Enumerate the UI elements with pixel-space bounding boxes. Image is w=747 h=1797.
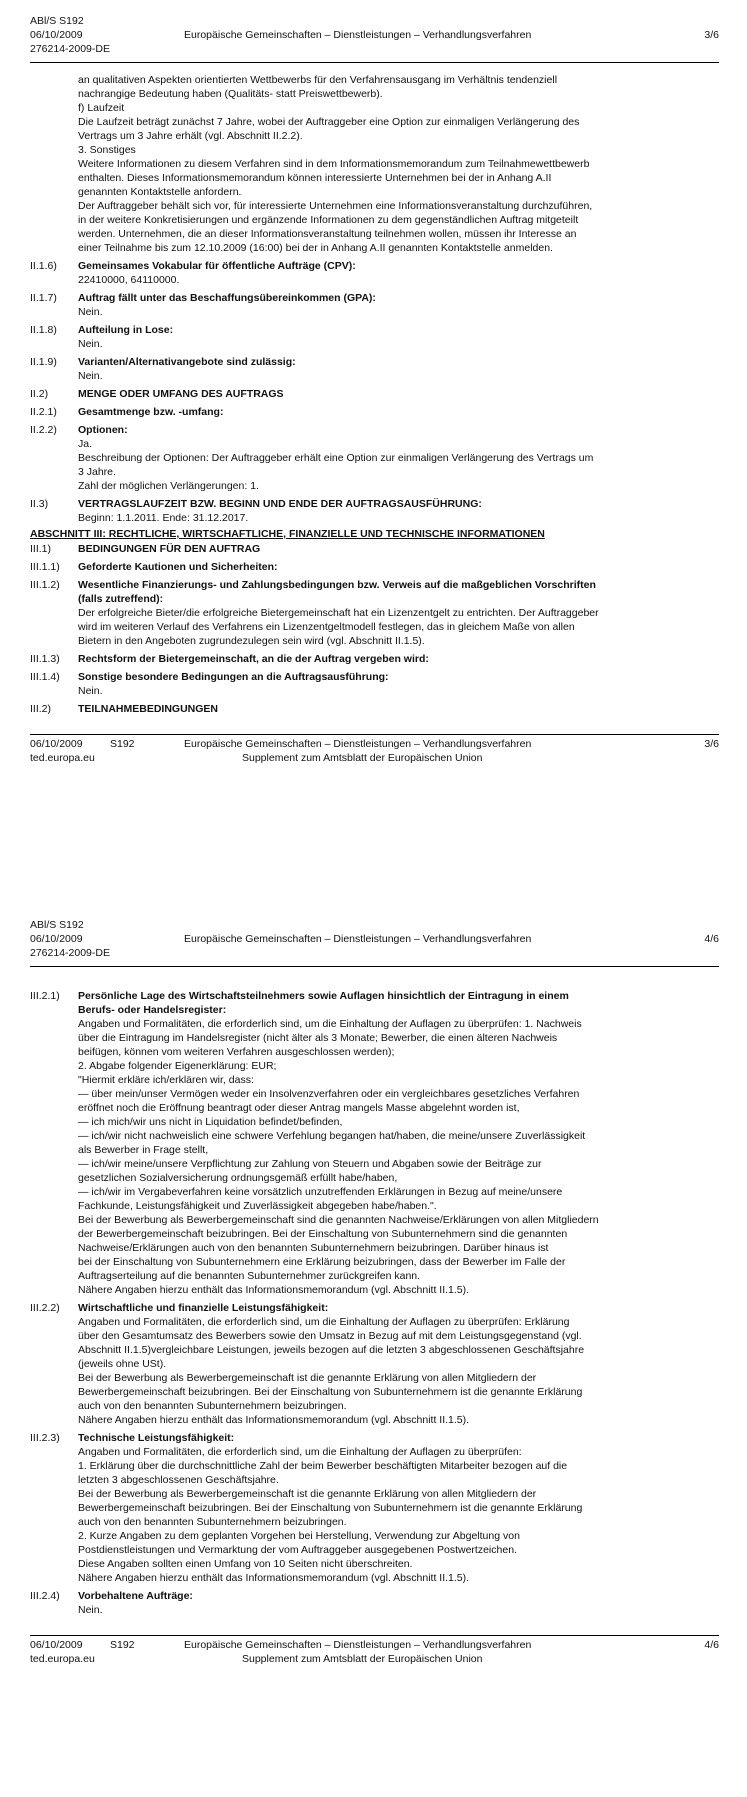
section-number: III.2.3) (30, 1432, 60, 1444)
section-ii-2-2 (30, 423, 719, 493)
section-number: III.2.2) (30, 1302, 60, 1314)
section-number: II.1.9) (30, 356, 57, 368)
text-line: Nachweise/Erklärungen auch von den benannten Subunternehmern beizubringen. Darüber hinaus ist (78, 1242, 549, 1254)
section-number: III.1.3) (30, 653, 60, 665)
text-line: (jeweils ohne USt). (78, 1358, 167, 1370)
footer-subtitle: Supplement zum Amtsblatt der Europäischen Union (242, 1653, 483, 1665)
text-line: auch von den benannten Subunternehmern beizubringen. (78, 1400, 347, 1412)
section-number: II.3) (30, 498, 49, 510)
text-line: über die Eintragung im Handelsregister (nicht älter als 3 Monate; Bewerber, die einen älteren Nachweis (78, 1032, 558, 1044)
section-title: Wirtschaftliche und finanzielle Leistungsfähigkeit: (78, 1302, 329, 1314)
text-line: Beschreibung der Optionen: Der Auftraggeber erhält eine Option zur einmaligen Verlängerung des Vertrags um (78, 452, 594, 464)
text-line: 2. Abgabe folgender Eigenerklärung: EUR; (78, 1060, 277, 1072)
section-number: II.2.1) (30, 406, 57, 418)
header-id: 276214-2009-DE (30, 947, 110, 959)
abschnitt-heading: ABSCHNITT III: RECHTLICHE, WIRTSCHAFTLICHE, FINANZIELLE UND TECHNISCHE INFORMATIONEN (30, 528, 545, 540)
section-number: III.2.4) (30, 1590, 60, 1602)
section-text: Nein. (78, 1604, 103, 1616)
page-footer (30, 734, 719, 769)
text-line: 2. Kurze Angaben zu dem geplanten Vorgehen bei Herstellung, Verwendung zur Abgeltung von (78, 1530, 520, 1542)
section-iii-1-2 (30, 578, 719, 648)
section-number: II.1.8) (30, 324, 57, 336)
text-line: einer Teilnahme bis zum 12.10.2009 (16:00) bei der in Anhang A.II genannten Kontaktstelle anmelden. (78, 242, 553, 254)
text-line: Auftragserteilung auf die benannten Subunternehmer zurückgreifen kann. (78, 1270, 421, 1282)
section-number: III.1.1) (30, 561, 60, 573)
section-number: II.2.2) (30, 424, 57, 436)
intro-text (30, 73, 719, 255)
footer-link[interactable]: ted.europa.eu (30, 752, 95, 764)
section-number: II.1.6) (30, 260, 57, 272)
text-line: Bei der Bewerbung als Bewerbergemeinschaft sind die genannten Nachweise/Erklärungen von allen Mitgliedern (78, 1214, 599, 1226)
text-line: Bei der Bewerbung als Bewerbergemeinschaft ist die genannte Erklärung von allen Mitgliedern der (78, 1372, 537, 1384)
text-line: bei der Einschaltung von Subunternehmern eine Erklärung beizubringen, dass der Bewerber im Falle der (78, 1256, 566, 1268)
section-text: Nein. (78, 306, 103, 318)
section-title: (falls zutreffend): (78, 593, 164, 605)
text-line: an qualitativen Aspekten orientierten Wettbewerbs für den Verfahrensausgang im Verhältnis tendenziell (78, 74, 558, 86)
text-line: f) Laufzeit (78, 102, 125, 114)
section-ii-1-7 (30, 291, 719, 319)
document-page-4 (0, 918, 747, 1670)
section-text: Nein. (78, 338, 103, 350)
section-title: Gemeinsames Vokabular für öffentliche Aufträge (CPV): (78, 260, 356, 272)
text-line: "Hiermit erkläre ich/erklären wir, dass: (78, 1074, 254, 1086)
section-number: II.1.7) (30, 292, 57, 304)
section-title: Rechtsform der Bietergemeinschaft, an die der Auftrag vergeben wird: (78, 653, 429, 665)
section-ii-1-8 (30, 323, 719, 351)
text-line: enthalten. Dieses Informationsmemorandum können interessierte Unternehmen bei der in Anhang A.II (78, 172, 552, 184)
footer-subtitle: Supplement zum Amtsblatt der Europäischen Union (242, 752, 483, 764)
page-body (30, 989, 719, 1617)
text-line: auch von den benannten Subunternehmern beizubringen. (78, 1516, 347, 1528)
text-line: 3 Jahre. (78, 466, 116, 478)
section-number: III.2.1) (30, 990, 60, 1002)
section-ii-1-6 (30, 259, 719, 287)
section-ii-1-9 (30, 355, 719, 383)
section-ii-2-1 (30, 405, 719, 419)
text-line: nachrangige Bedeutung haben (Qualitäts- statt Preiswettbewerb). (78, 88, 383, 100)
text-line: — ich mich/wir uns nicht in Liquidation befindet/befinden, (78, 1116, 343, 1128)
section-number: III.1.2) (30, 579, 60, 591)
section-text: 22410000, 64110000. (78, 274, 180, 286)
section-iii-1-4 (30, 670, 719, 698)
text-line: in der weitere Konkretisierungen und ergänzende Informationen zu dem gegenständlichen Auftrag mitgeteilt (78, 214, 579, 226)
footer-page-number: 4/6 (704, 1639, 719, 1651)
header-date: 06/10/2009 (30, 29, 83, 41)
text-line: Angaben und Formalitäten, die erforderlich sind, um die Einhaltung der Auflagen zu überprüfen: (78, 1446, 522, 1458)
page-footer (30, 1635, 719, 1670)
text-line: Vertrags um 3 Jahre erhält (vgl. Abschnitt II.2.2). (78, 130, 303, 142)
text-line: gesetzlichen Sozialversicherung ordnungsgemäß erfüllt habe/haben, (78, 1172, 398, 1184)
header-ref: ABl/S S192 (30, 919, 84, 931)
section-title: Optionen: (78, 424, 128, 436)
text-line: Der erfolgreiche Bieter/die erfolgreiche Bietergemeinschaft hat ein Lizenzentgelt zu entrichten. Der Auftraggeber (78, 607, 599, 619)
section-ii-2 (30, 387, 719, 401)
footer-date: 06/10/2009 (30, 738, 83, 750)
text-line: — ich/wir meine/unsere Verpflichtung zur Zahlung von Steuern und Abgaben sowie der Beiträge zur (78, 1158, 542, 1170)
text-line: genannten Kontaktstelle anfordern. (78, 186, 242, 198)
text-line: Diese Angaben sollten einen Umfang von 10 Seiten nicht überschreiten. (78, 1558, 413, 1570)
section-title: Vorbehaltene Aufträge: (78, 1590, 193, 1602)
page-body (30, 73, 719, 716)
text-line: wird im weiteren Verlauf des Verfahrens ein Lizenzentgeltmodell festlegen, das in gleichem Maße von allen (78, 621, 575, 633)
text-line: Postdienstleistungen und Vermarktung der vom Auftraggeber ausgegebenen Postwertzeichen. (78, 1544, 517, 1556)
section-iii-2-3 (30, 1431, 719, 1585)
text-line: Bewerbergemeinschaft beizubringen. Bei der Einschaltung von Subunternehmern ist die genannte Erklärung (78, 1386, 583, 1398)
section-title: Berufs- oder Handelsregister: (78, 1004, 227, 1016)
text-line: Nähere Angaben hierzu enthält das Informationsmemorandum (vgl. Abschnitt II.1.5). (78, 1572, 470, 1584)
page-header (30, 14, 719, 63)
section-title: Gesamtmenge bzw. -umfang: (78, 406, 224, 418)
text-line: Ja. (78, 438, 93, 450)
text-line: Bietern in den Angeboten zugrundezulegen sein wird (vgl. Abschnitt II.1.5). (78, 635, 425, 647)
text-line: Abschnitt II.1.5)vergleichbare Leistungen, jeweils bezogen auf die letzten 3 abgeschlossenen Geschäftsjahre (78, 1344, 585, 1356)
text-line: — ich/wir nicht nachweislich eine schwere Verfehlung begangen hat/haben, die meine/unsere Zuverlässigkeit (78, 1130, 586, 1142)
text-line: Zahl der möglichen Verlängerungen: 1. (78, 480, 259, 492)
section-title: Sonstige besondere Bedingungen an die Auftragsausführung: (78, 671, 389, 683)
text-line: — über mein/unser Vermögen weder ein Insolvenzverfahren oder ein vergleichbares gesetzliches Verfahren (78, 1088, 580, 1100)
text-line: Angaben und Formalitäten, die erforderlich sind, um die Einhaltung der Auflagen zu überprüfen: Erklärung (78, 1316, 570, 1328)
text-line: Angaben und Formalitäten, die erforderlich sind, um die Einhaltung der Auflagen zu überprüfen: 1. Nachweis (78, 1018, 582, 1030)
section-title: TEILNAHMEBEDINGUNGEN (78, 703, 219, 715)
section-iii-1-1 (30, 560, 719, 574)
text-line: Der Auftraggeber behält sich vor, für interessierte Unternehmen eine Informationsveranstaltung durchzuführen, (78, 200, 593, 212)
footer-title: Europäische Gemeinschaften – Dienstleistungen – Verhandlungsverfahren (184, 1639, 532, 1651)
text-line: Bei der Bewerbung als Bewerbergemeinschaft ist die genannte Erklärung von allen Mitgliedern der (78, 1488, 537, 1500)
section-number: II.2) (30, 388, 49, 400)
section-iii-1 (30, 542, 719, 556)
footer-series: S192 (110, 738, 135, 750)
footer-page-number: 3/6 (704, 738, 719, 750)
section-title: Aufteilung in Lose: (78, 324, 174, 336)
header-page-number: 4/6 (704, 933, 719, 945)
header-ref: ABl/S S192 (30, 15, 84, 27)
section-title: Persönliche Lage des Wirtschaftsteilnehmers sowie Auflagen hinsichtlich der Eintragung in einem (78, 990, 569, 1002)
section-iii-1-3 (30, 652, 719, 666)
section-title: Varianten/Alternativangebote sind zulässig: (78, 356, 296, 368)
text-line: Nähere Angaben hierzu enthält das Informationsmemorandum (vgl. Abschnitt II.1.5). (78, 1284, 470, 1296)
text-line: der Bewerbergemeinschaft beizubringen. Bei der Einschaltung von Subunternehmern sind die genannten (78, 1228, 568, 1240)
header-id: 276214-2009-DE (30, 43, 110, 55)
header-title: Europäische Gemeinschaften – Dienstleistungen – Verhandlungsverfahren (184, 29, 532, 41)
text-line: Weitere Informationen zu diesem Verfahren sind in dem Informationsmemorandum zum Teilnahmewettbewerb (78, 158, 590, 170)
text-line: über den Gesamtumsatz des Bewerbers sowie den Umsatz in Bezug auf mit dem Leistungsgegenstand (vgl. (78, 1330, 582, 1342)
section-title: VERTRAGSLAUFZEIT BZW. BEGINN UND ENDE DER AUFTRAGSAUSFÜHRUNG: (78, 498, 482, 510)
text-line: beifügen, können vom weiteren Verfahren ausgeschlossen werden); (78, 1046, 395, 1058)
section-title: MENGE ODER UMFANG DES AUFTRAGS (78, 388, 284, 400)
footer-title: Europäische Gemeinschaften – Dienstleistungen – Verhandlungsverfahren (184, 738, 532, 750)
section-iii-2-1 (30, 989, 719, 1297)
text-line: als Bewerber in Frage stellt, (78, 1144, 209, 1156)
header-page-number: 3/6 (704, 29, 719, 41)
text-line: Nähere Angaben hierzu enthält das Informationsmemorandum (vgl. Abschnitt II.1.5). (78, 1414, 470, 1426)
footer-link[interactable]: ted.europa.eu (30, 1653, 95, 1665)
text-line: werden. Unternehmen, die an dieser Informationsveranstaltung teilnehmen wollen, müssen ihr Interesse an (78, 228, 577, 240)
footer-date: 06/10/2009 (30, 1639, 83, 1651)
footer-series: S192 (110, 1639, 135, 1651)
section-text: Nein. (78, 685, 103, 697)
text-line: letzten 3 abgeschlossenen Geschäftsjahre. (78, 1474, 279, 1486)
section-iii-2-2 (30, 1301, 719, 1427)
section-ii-3 (30, 497, 719, 525)
section-text: Nein. (78, 370, 103, 382)
section-number: III.1) (30, 543, 52, 555)
section-title: Technische Leistungsfähigkeit: (78, 1432, 235, 1444)
text-line: Die Laufzeit beträgt zunächst 7 Jahre, wobei der Auftraggeber eine Option zur einmaligen Verlängerung des (78, 116, 580, 128)
page-header (30, 918, 719, 967)
text-line: eröffnet noch die Eröffnung beantragt oder dieser Antrag mangels Masse abgelehnt worden ist, (78, 1102, 520, 1114)
text-line: Fachkunde, Leistungsfähigkeit und Zuverlässigkeit abgegeben habe/haben.". (78, 1200, 437, 1212)
section-title: Geforderte Kautionen und Sicherheiten: (78, 561, 278, 573)
header-date: 06/10/2009 (30, 933, 83, 945)
text-line: 3. Sonstiges (78, 144, 136, 156)
section-iii-2 (30, 702, 719, 716)
section-title: BEDINGUNGEN FÜR DEN AUFTRAG (78, 543, 261, 555)
text-line: — ich/wir im Vergabeverfahren keine vorsätzlich unzutreffenden Erklärungen in Bezug auf meine/unsere (78, 1186, 563, 1198)
text-line: 1. Erklärung über die durchschnittliche Zahl der beim Bewerber beschäftigten Mitarbeiter bezogen auf die (78, 1460, 568, 1472)
header-title: Europäische Gemeinschaften – Dienstleistungen – Verhandlungsverfahren (184, 933, 532, 945)
section-number: III.1.4) (30, 671, 60, 683)
document-page-3 (0, 14, 747, 769)
section-number: III.2) (30, 703, 52, 715)
section-title: Auftrag fällt unter das Beschaffungsübereinkommen (GPA): (78, 292, 376, 304)
section-title: Wesentliche Finanzierungs- und Zahlungsbedingungen bzw. Verweis auf die maßgeblichen Vorschriften (78, 579, 596, 591)
section-text: Beginn: 1.1.2011. Ende: 31.12.2017. (78, 512, 249, 524)
text-line: Bewerbergemeinschaft beizubringen. Bei der Einschaltung von Subunternehmern ist die genannte Erklärung (78, 1502, 583, 1514)
section-iii-2-4 (30, 1589, 719, 1617)
